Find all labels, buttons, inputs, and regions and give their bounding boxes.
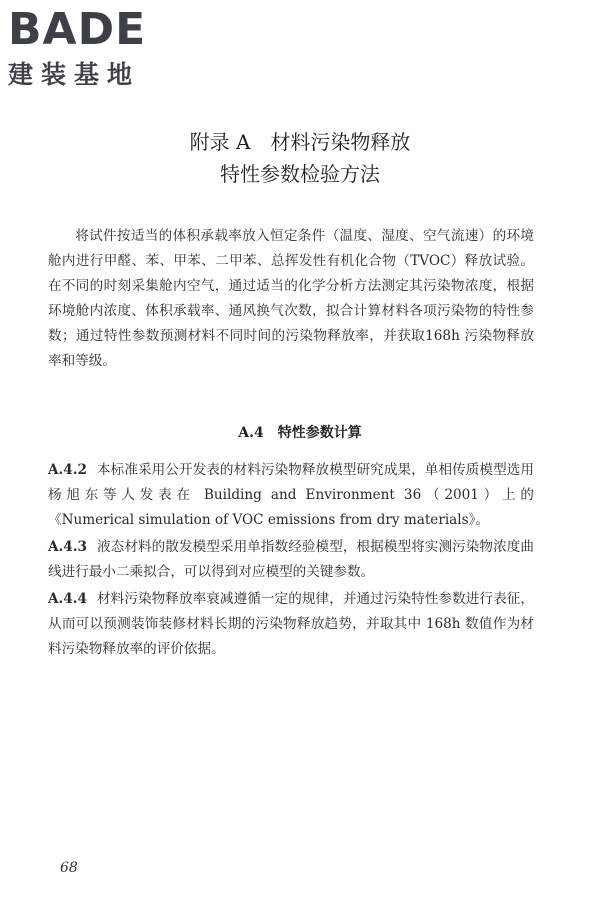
clause-number: A.4.4 xyxy=(48,591,87,607)
clause-text: 液态材料的散发模型采用单指数经验模型，根据模型将实测污染物浓度曲线进行最小二乘拟合，可以得到对应模型的关键参数。 xyxy=(48,539,534,580)
bade-logo xyxy=(8,6,178,90)
appendix-title-line-2: 特性参数检验方法 xyxy=(220,162,380,186)
clause-a-4-4 xyxy=(48,587,534,662)
section-heading xyxy=(0,422,600,444)
section-number: A.4 xyxy=(238,425,264,441)
intro-paragraph: 将试件按适当的体积承载率放入恒定条件（温度、湿度、空气流速）的环境舱内进行甲醛、苯、甲苯、二甲苯、总挥发性有机化合物（TVOC）释放试验。在不同的时刻采集舱内空气，通过适当的化学分析方法测定其污染物浓度，根据环境舱内浓度、体积承载率、通风换气次数，拟合计算材料各项污染物的特性参数；通过特性参数预测材料不同时间的污染物释放率，并获取168h 污染物释放率和等级。 xyxy=(48,228,534,369)
intro-section xyxy=(48,224,534,374)
logo-wordmark: BADE xyxy=(8,4,147,55)
appendix-title xyxy=(0,126,600,190)
clause-text: 材料污染物释放率衰减遵循一定的规律，并通过污染特性参数进行表征，从而可以预测装饰装修材料长期的污染物释放趋势，并取其中 168h 数值作为材料污染物释放率的评价依据。 xyxy=(48,591,534,657)
clause-number: A.4.2 xyxy=(48,462,87,478)
clause-number: A.4.3 xyxy=(48,539,87,555)
clause-a-4-3 xyxy=(48,535,534,585)
clause-list xyxy=(48,458,534,664)
clause-a-4-2 xyxy=(48,458,534,533)
page-number: 68 xyxy=(60,860,78,876)
logo-subtitle: 建装基地 xyxy=(8,60,141,89)
appendix-title-line-1: 附录 A 材料污染物释放 xyxy=(189,130,411,154)
clause-text: 本标准采用公开发表的材料污染物释放模型研究成果，单相传质模型选用杨旭东等人发表在 Building and Environment 36（2001）上的《Numerical simulation of VOC emissions from dry materials》。 xyxy=(48,462,534,528)
section-title: 特性参数计算 xyxy=(277,425,362,441)
